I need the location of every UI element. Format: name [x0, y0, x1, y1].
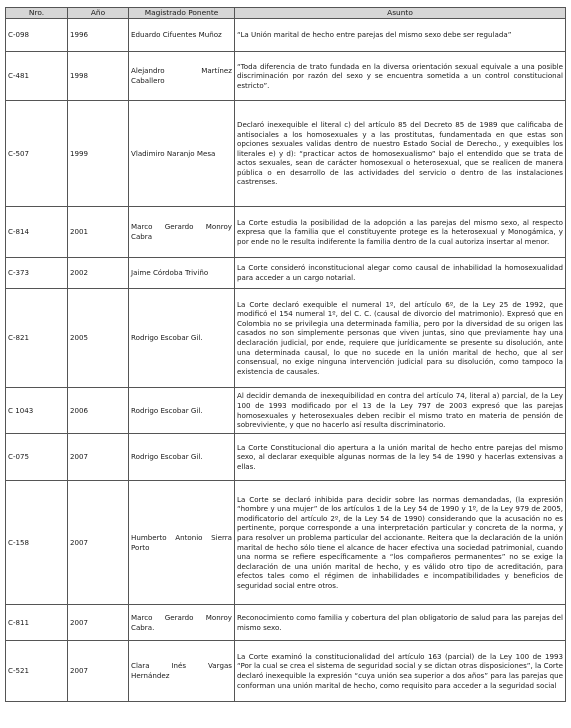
table-row — [6, 641, 566, 702]
table-row — [6, 258, 566, 289]
cell-anio: 2001 — [68, 207, 129, 258]
cell-magistrado: Eduardo Cifuentes Muñoz — [129, 19, 235, 52]
header-nro: Nro. — [6, 8, 68, 19]
cell-anio: 2007 — [68, 434, 129, 481]
table-row — [6, 388, 566, 434]
cell-magistrado: Clara Inés Vargas Hernández — [129, 641, 235, 702]
cell-nro: C-811 — [6, 605, 68, 641]
cell-magistrado: Alejandro Martínez Caballero — [129, 52, 235, 101]
cell-asunto: Al decidir demanda de inexequibilidad en contra del artículo 74, literal a) parcial, de la Ley 100 de 1993 modificado por el 13 de la Ley 797 de 2003 expresó que las parejas homosexuales y heterosexuales deben recibir el mismo trato en materia de pensión de sobreviviente, y que no hacerlo así resulta discriminatorio. — [235, 388, 566, 434]
cell-asunto: La Corte se declaró inhibida para decidir sobre las normas demandadas, (la expresión “hombre y una mujer” de los artículos 1 de la Ley 54 de 1990 y 1º, de la Ley 979 de 2005, modificatorio del artículo 2º, de la Ley 54 de 1990) considerando que la acusación no es pertinente, porque corresponde a una interpretación particular y concreta de la norma, y para resolver un problema particular del accionante. Reitera que la declaración de la unión marital de hecho sólo tiene el alcance de hacer efectiva una sociedad patrimonial, cuando una norma se refiere específicamente a “los compañeros permanentes” no se exige la declaración de una unión marital de hecho, y es válido otro tipo de acreditación, para efectos tales como el régimen de inhabilidades e incompatibilidades y beneficios de seguridad social entre otros. — [235, 481, 566, 605]
cell-asunto: “Toda diferencia de trato fundada en la diversa orientación sexual equivale a una posible discriminación por razón del sexo y se encuentra sometida a un control constitucional estricto”. — [235, 52, 566, 101]
cell-nro: C-507 — [6, 101, 68, 207]
table-row — [6, 289, 566, 388]
cell-magistrado: Marco Gerardo Monroy Cabra. — [129, 605, 235, 641]
cell-nro: C-521 — [6, 641, 68, 702]
cell-anio: 2007 — [68, 605, 129, 641]
table-row — [6, 52, 566, 101]
table-row — [6, 19, 566, 52]
table-row — [6, 101, 566, 207]
header-anio: Año — [68, 8, 129, 19]
cell-nro: C-821 — [6, 289, 68, 388]
cell-magistrado: Rodrigo Escobar Gil. — [129, 434, 235, 481]
header-asunto: Asunto — [235, 8, 566, 19]
table-row — [6, 434, 566, 481]
cell-asunto: Reconocimiento como familia y cobertura del plan obligatorio de salud para las parejas del mismo sexo. — [235, 605, 566, 641]
cell-asunto: La Corte consideró inconstitucional alegar como causal de inhabilidad la homosexualidad para acceder a un cargo notarial. — [235, 258, 566, 289]
header-magistrado: Magistrado Ponente — [129, 8, 235, 19]
cell-anio: 1996 — [68, 19, 129, 52]
cell-asunto: Declaró inexequible el literal c) del artículo 85 del Decreto 85 de 1989 que calificaba de antisociales a los homosexuales y a las prostitutas, fundamentada en que estas son opciones sexuales validas dentro de nuestro Estado Social de Derecho., y exequibles los literales e) y d): “practicar actos de homosexualismo” bajo el entendido que se trata de actos sexuales, sean de carácter homosexual o heterosexual, que se realicen de manera pública o en desarrollo de las actividades del servicio o dentro de las instalaciones castrenses. — [235, 101, 566, 207]
cell-nro: C-814 — [6, 207, 68, 258]
table-body — [6, 19, 566, 702]
cell-magistrado: Jaime Córdoba Triviño — [129, 258, 235, 289]
cell-anio: 2006 — [68, 388, 129, 434]
jurisprudence-table — [5, 7, 566, 702]
cell-magistrado: Rodrigo Escobar Gil. — [129, 289, 235, 388]
table-header — [6, 8, 566, 19]
cell-anio: 2007 — [68, 641, 129, 702]
cell-magistrado: Marco Gerardo Monroy Cabra — [129, 207, 235, 258]
cell-asunto: “La Unión marital de hecho entre parejas del mismo sexo debe ser regulada” — [235, 19, 566, 52]
table-row — [6, 481, 566, 605]
cell-asunto: La Corte declaró exequible el numeral 1º, del artículo 6º, de la Ley 25 de 1992, que modificó el 154 numeral 1º, del C. C. (causal de divorcio del matrimonio). Expresó que en Colombia no se privilegia una determinada familia, pero por la diversidad de su origen las casados no son simplemente personas que viven juntas, sino que previamente hay una declaración judicial, por ende, requiere que jurídicamente se presente su disolución, ante una determinada causal, lo que no sucede en la unión marital de hecho, que al ser consensual, no exige ninguna intervención judicial para su disolución, como tampoco la existencia de causales. — [235, 289, 566, 388]
cell-nro: C-373 — [6, 258, 68, 289]
cell-nro: C-158 — [6, 481, 68, 605]
cell-magistrado: Humberto Antonio Sierra Porto — [129, 481, 235, 605]
cell-nro: C 1043 — [6, 388, 68, 434]
table-row — [6, 207, 566, 258]
cell-nro: C-098 — [6, 19, 68, 52]
cell-anio: 2007 — [68, 481, 129, 605]
table-row — [6, 605, 566, 641]
cell-magistrado: Rodrigo Escobar Gil. — [129, 388, 235, 434]
cell-anio: 1998 — [68, 52, 129, 101]
cell-magistrado: Vladimiro Naranjo Mesa — [129, 101, 235, 207]
cell-asunto: La Corte estudia la posibilidad de la adopción a las parejas del mismo sexo, al respecto expresa que la familia que el constituyente protege es la heterosexual y Monogámica, y por ende no le resulta indiferente la familia dentro de la cual autoriza insertar al menor. — [235, 207, 566, 258]
cell-anio: 2005 — [68, 289, 129, 388]
cell-anio: 2002 — [68, 258, 129, 289]
cell-nro: C-075 — [6, 434, 68, 481]
cell-anio: 1999 — [68, 101, 129, 207]
cell-asunto: La Corte examinó la constitucionalidad del artículo 163 (parcial) de la Ley 100 de 1993 “Por la cual se crea el sistema de seguridad social y se dictan otras disposiciones”, la Corte declaró inexequible la expresión “cuya unión sea superior a dos años” para las parejas que conforman una unión marital de hecho, como requisito para acceder a la seguridad social — [235, 641, 566, 702]
cell-asunto: La Corte Constitucional dio apertura a la unión marital de hecho entre parejas del mismo sexo, al declarar exequible algunas normas de la ley 54 de 1990 y hacerlas extensivas a ellas. — [235, 434, 566, 481]
cell-nro: C-481 — [6, 52, 68, 101]
